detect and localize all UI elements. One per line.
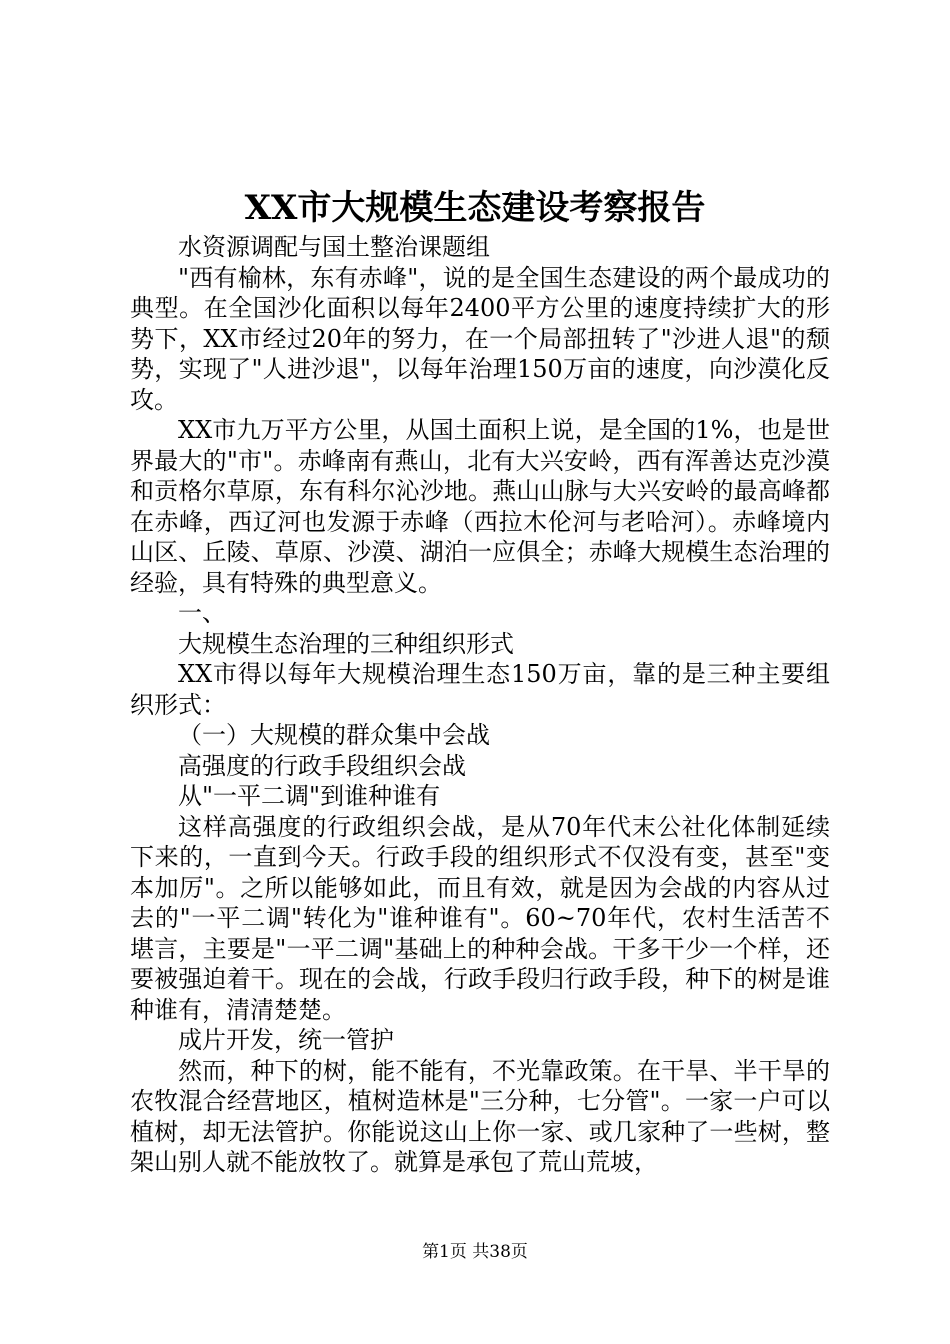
section-heading: 大规模生态治理的三种组织形式	[178, 629, 514, 658]
subsection-heading-1: （一）大规模的群众集中会战	[178, 721, 490, 749]
document-title: XX市大规模生态建设考察报告	[244, 188, 706, 228]
document-body	[130, 232, 830, 1178]
subheading-who-plants: 从"一平二调"到谁种谁有	[178, 782, 441, 810]
section-number: 一、	[178, 599, 226, 627]
subheading-admin-campaign: 高强度的行政手段组织会战	[178, 751, 466, 780]
paragraph-campaign-detail: 这样高强度的行政组织会战，是从70年代末公社化体制延续下来的，一直到今天。行政手段的组织形式不仅没有变，甚至"变本加厉"。之所以能够如此，而且有效，就是因为会战的内容从过去的"一平二调"转化为"谁种谁有"。60~70年代，农村生活苦不堪言，主要是"一平二调"基础上的种种会战。干多干少一个样，还要被强迫着干。现在的会战，行政手段归行政手段，种下的树是谁种谁有，清清楚楚。	[130, 812, 830, 1024]
paragraph-city-overview: XX市九万平方公里，从国土面积上说，是全国的1%，也是世界最大的"市"。赤峰南有燕山，北有大兴安岭，西有浑善达克沙漠和贡格尔草原，东有科尔沁沙地。燕山山脉与大兴安岭的最高峰都在赤峰，西辽河也发源于赤峰（西拉木伦河与老哈河）。赤峰境内山区、丘陵、草原、沙漠、湖泊一应俱全；赤峰大规模生态治理的经验，具有特殊的典型意义。	[130, 416, 830, 597]
paragraph-management-detail: 然而，种下的树，能不能有，不光靠政策。在干旱、半干旱的农牧混合经营地区，植树造林是"三分种，七分管"。一家一户可以植树，却无法管护。你能说这山上你一家、或几家种了一些树，整架山别人就不能放牧了。就算是承包了荒山荒坡，	[130, 1056, 830, 1176]
paragraph-author: 水资源调配与国土整治课题组	[178, 233, 490, 261]
subheading-unified-management: 成片开发，统一管护	[178, 1026, 394, 1054]
paragraph-forms-intro: XX市得以每年大规模治理生态150万亩，靠的是三种主要组织形式：	[130, 660, 830, 719]
page-footer: 第1页 共38页	[422, 1242, 528, 1262]
paragraph-intro: "西有榆林，东有赤峰"，说的是全国生态建设的两个最成功的典型。在全国沙化面积以每年2400平方公里的速度持续扩大的形势下，XX市经过20年的努力，在一个局部扭转了"沙进人退"的颓势，实现了"人进沙退"，以每年治理150万亩的速度，向沙漠化反攻。	[130, 263, 830, 414]
